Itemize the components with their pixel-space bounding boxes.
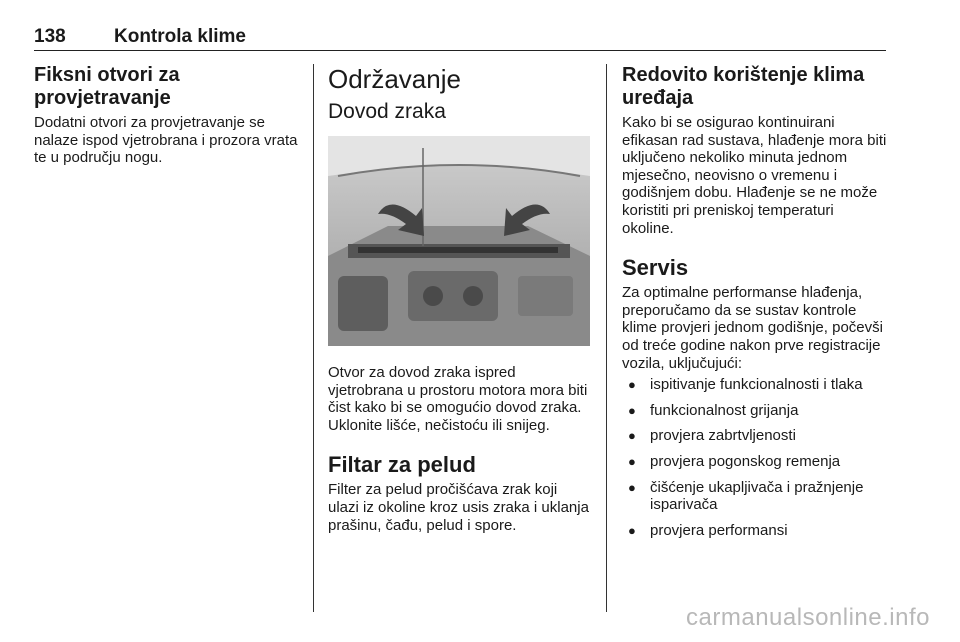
section-heading-air-intake: Dovod zraka — [328, 100, 446, 123]
column-left — [34, 64, 304, 167]
bullet-icon: ● — [628, 402, 636, 418]
page-number: 138 — [34, 26, 66, 47]
column-divider — [313, 64, 314, 612]
section-heading-fixed-vents: Fiksni otvori za provjetravanje — [34, 64, 180, 109]
list-item: ● provjera zabrtvljenosti — [628, 427, 796, 445]
page-header — [34, 26, 886, 51]
bullet-icon: ● — [628, 428, 636, 444]
service-text: Za optimalne performanse hlađenja, preporučamo da se sustav kontrole klime provjeri jednom godišnje, počevši od treće godine nakon prve registracije vozila, uključujući: — [622, 284, 883, 372]
bullet-icon: ● — [628, 522, 636, 538]
list-item: ● čišćenje ukapljivača i pražnjenje isparivača — [628, 478, 864, 514]
section-heading-pollen-filter: Filtar za pelud — [328, 452, 476, 478]
section-heading-regular-use: Redovito korištenje klima uređaja — [622, 64, 865, 109]
chapter-title: Kontrola klime — [114, 26, 246, 47]
bullet-icon: ● — [628, 479, 636, 495]
column-divider — [606, 64, 607, 612]
list-item: ● provjera performansi — [628, 521, 788, 539]
watermark: carmanualsonline.info — [686, 604, 930, 631]
column-right — [622, 64, 888, 547]
list-item: ● provjera pogonskog remenja — [628, 452, 841, 470]
list-item: ● ispitivanje funkcionalnosti i tlaka — [628, 376, 863, 394]
engine-bay-illustration — [328, 136, 590, 346]
service-checklist — [622, 376, 888, 539]
pollen-filter-text: Filter za pelud pročišćava zrak koji ulazi iz okoline kroz usis zraka i uklanja prašinu, čađu, pelud i spore. — [328, 481, 589, 534]
bullet-icon: ● — [628, 377, 636, 393]
bullet-icon: ● — [628, 453, 636, 469]
list-item: ● funkcionalnost grijanja — [628, 401, 799, 419]
page-title: Održavanje — [328, 64, 461, 94]
column-middle — [328, 64, 590, 534]
fixed-vents-text: Dodatni otvori za provjetravanje se nalaze ispod vjetrobrana i prozora vrata te u području nogu. — [34, 114, 298, 167]
regular-use-text: Kako bi se osigurao kontinuirani efikasan rad sustava, hlađenje mora biti uključeno nekoliko minuta jednom mjesečno, neovisno o vremenu i godišnjem dobu. Hlađenje se ne može koristiti pri preniskoj temperaturi okoline. — [622, 114, 887, 237]
section-heading-service: Servis — [622, 255, 689, 281]
air-intake-text: Otvor za dovod zraka ispred vjetrobrana u prostoru motora mora biti čist kako bi se omogućio dovod zraka. Uklonite lišće, nečistoću ili snijeg. — [328, 364, 588, 434]
